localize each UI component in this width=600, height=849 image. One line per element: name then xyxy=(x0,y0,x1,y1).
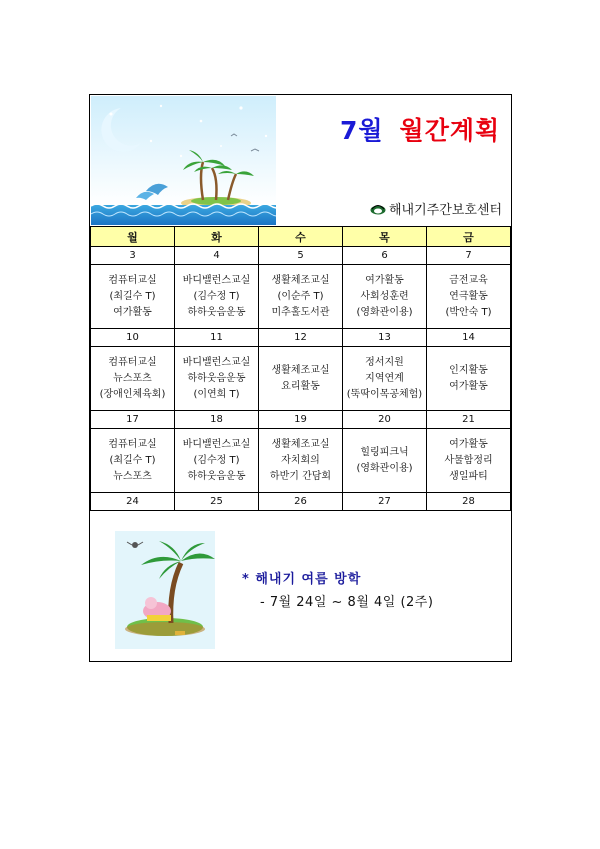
date-row xyxy=(91,329,511,347)
date-cell: 19 xyxy=(259,411,343,429)
date-cell: 24 xyxy=(91,493,175,511)
activity-line: 하하웃음운동 xyxy=(187,372,246,384)
activity-cell xyxy=(175,347,259,411)
activity-line: (박안숙 T) xyxy=(445,306,492,318)
date-cell: 6 xyxy=(343,247,427,265)
activity-row xyxy=(91,429,511,493)
activity-line: 요리활동 xyxy=(281,380,320,392)
activity-line: 생일파티 xyxy=(449,470,488,482)
date-cell: 12 xyxy=(259,329,343,347)
date-cell: 20 xyxy=(343,411,427,429)
activity-line: (김수정 T) xyxy=(193,290,240,302)
date-cell: 25 xyxy=(175,493,259,511)
activity-cell xyxy=(343,347,427,411)
activity-cell xyxy=(259,429,343,493)
activity-line: 연극활동 xyxy=(449,290,488,302)
header xyxy=(90,95,511,226)
activity-line: 정서지원 xyxy=(365,356,404,368)
notice-detail: - 7월 24일 ~ 8월 4일 (2주) xyxy=(260,595,434,610)
activity-line: 하하웃음운동 xyxy=(187,470,246,482)
activity-line: (최길수 T) xyxy=(109,454,156,466)
activity-line: (이연희 T) xyxy=(193,388,240,400)
activity-row xyxy=(91,265,511,329)
date-cell: 27 xyxy=(343,493,427,511)
date-cell: 7 xyxy=(427,247,511,265)
weekday-fri: 금 xyxy=(427,227,511,247)
weekday-thu: 목 xyxy=(343,227,427,247)
date-cell: 26 xyxy=(259,493,343,511)
activity-cell xyxy=(259,265,343,329)
date-row xyxy=(91,411,511,429)
date-cell: 18 xyxy=(175,411,259,429)
activity-line: 뉴스포츠 xyxy=(113,470,152,482)
date-cell: 28 xyxy=(427,493,511,511)
org-name-text: 해내기주간보호센터 xyxy=(389,203,503,218)
activity-line: 여가활동 xyxy=(449,438,488,450)
activity-line: 바디밸런스교실 xyxy=(182,274,251,286)
activity-cell xyxy=(343,265,427,329)
activity-cell xyxy=(91,347,175,411)
weekday-wed: 수 xyxy=(259,227,343,247)
activity-line: 하하웃음운동 xyxy=(187,306,246,318)
center-logo-icon xyxy=(370,203,386,215)
date-cell: 17 xyxy=(91,411,175,429)
date-cell: 3 xyxy=(91,247,175,265)
page-title xyxy=(340,111,500,147)
activity-line: 생활체조교실 xyxy=(271,274,330,286)
activity-line: 컴퓨터교실 xyxy=(108,356,157,368)
activity-line: 사물함정리 xyxy=(444,454,493,466)
activity-line: (김수정 T) xyxy=(193,454,240,466)
weekday-tue: 화 xyxy=(175,227,259,247)
date-cell: 11 xyxy=(175,329,259,347)
activity-cell xyxy=(175,429,259,493)
activity-line: (최길수 T) xyxy=(109,290,156,302)
activity-line: (뚝딱이목공체험) xyxy=(346,388,423,400)
activity-line: 바디밸런스교실 xyxy=(182,438,251,450)
activity-line: 금전교육 xyxy=(449,274,488,286)
activity-line: 여가활동 xyxy=(365,274,404,286)
activity-line: 자치회의 xyxy=(281,454,320,466)
activity-line: (영화관이용) xyxy=(356,306,413,318)
activity-line: 컴퓨터교실 xyxy=(108,274,157,286)
date-cell: 13 xyxy=(343,329,427,347)
weekday-mon: 월 xyxy=(91,227,175,247)
activity-row xyxy=(91,347,511,411)
activity-cell xyxy=(427,265,511,329)
activity-cell xyxy=(175,265,259,329)
date-cell: 14 xyxy=(427,329,511,347)
activity-line: 생활체조교실 xyxy=(271,364,330,376)
notice-title: * 해내기 여름 방학 xyxy=(242,572,362,587)
date-cell: 10 xyxy=(91,329,175,347)
activity-cell xyxy=(91,429,175,493)
activity-cell xyxy=(427,347,511,411)
title-plan: 월간계획 xyxy=(399,116,501,145)
date-cell: 21 xyxy=(427,411,511,429)
activity-line: 컴퓨터교실 xyxy=(108,438,157,450)
activity-cell xyxy=(343,429,427,493)
activity-line: (장애인체육회) xyxy=(99,388,166,400)
date-cell: 5 xyxy=(259,247,343,265)
date-row xyxy=(91,247,511,265)
activity-line: 뉴스포츠 xyxy=(113,372,152,384)
activity-line: 미추홀도서관 xyxy=(271,306,330,318)
activity-line: (이순주 T) xyxy=(277,290,324,302)
activity-line: 힐링피크닉 xyxy=(360,446,409,458)
monthly-plan-frame xyxy=(89,94,512,662)
activity-line: 인지활동 xyxy=(449,364,488,376)
activity-cell xyxy=(427,429,511,493)
date-cell: 4 xyxy=(175,247,259,265)
organization-name xyxy=(370,199,502,218)
activity-line: 여가활동 xyxy=(113,306,152,318)
date-row-last xyxy=(91,493,511,511)
calendar-weeks xyxy=(91,247,511,493)
activity-line: (영화관이용) xyxy=(356,462,413,474)
activity-line: 여가활동 xyxy=(449,380,488,392)
notice-section xyxy=(90,513,511,661)
activity-line: 지역연계 xyxy=(365,372,404,384)
activity-cell xyxy=(91,265,175,329)
activity-line: 사회성훈련 xyxy=(360,290,409,302)
activity-line: 생활체조교실 xyxy=(271,438,330,450)
activity-line: 하반기 간담회 xyxy=(269,470,332,482)
activity-cell xyxy=(259,347,343,411)
monthly-calendar xyxy=(90,226,511,511)
weekday-header-row xyxy=(91,227,511,247)
beach-illustration xyxy=(91,96,276,225)
activity-line: 바디밸런스교실 xyxy=(182,356,251,368)
title-month: 7월 xyxy=(340,116,384,145)
island-illustration xyxy=(115,531,215,649)
